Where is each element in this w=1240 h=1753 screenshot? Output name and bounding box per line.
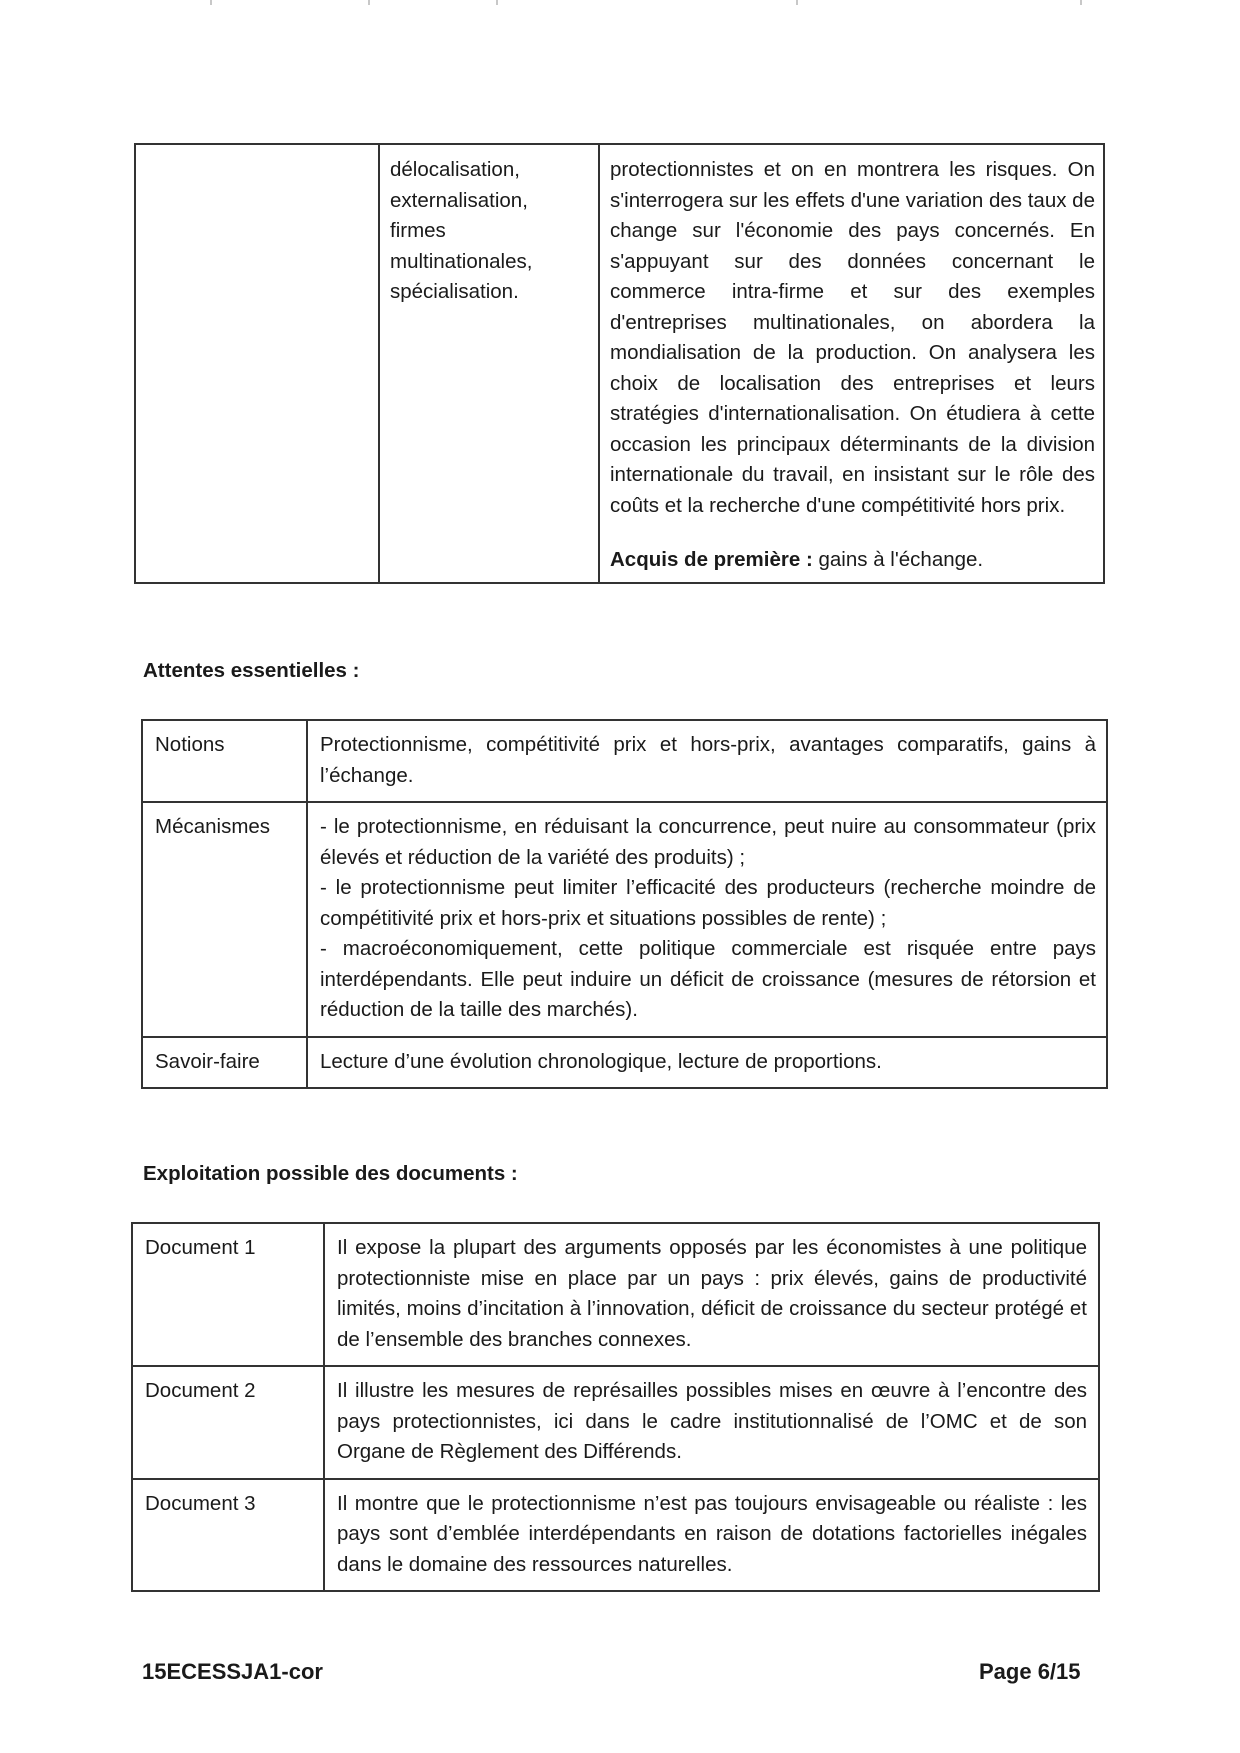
- attentes-heading: Attentes essentielles :: [143, 659, 360, 682]
- row-label: Document 2: [132, 1366, 324, 1479]
- scan-mark: [496, 0, 498, 5]
- table-row: [135, 144, 1104, 583]
- acquis-text: gains à l'échange.: [812, 548, 984, 571]
- row-text: Lecture d’une évolution chronologique, lecture de proportions.: [307, 1037, 1107, 1089]
- row-label: Mécanismes: [142, 802, 307, 1037]
- acquis-line: [610, 545, 1095, 576]
- exploitation-heading: Exploitation possible des documents :: [143, 1162, 518, 1185]
- row-label: Notions: [142, 720, 307, 802]
- acquis-label: Acquis de première :: [610, 548, 813, 571]
- attentes-table: [141, 719, 1108, 1089]
- row-label: Savoir-faire: [142, 1037, 307, 1089]
- row-text: Il expose la plupart des arguments opposés par les économistes à une politique protectionniste mise en place par un pays : prix élevés, gains de productivité limités, moins d’incitation à l’innovation, déficit de croissance du secteur protégé et de l’ensemble des branches connexes.: [324, 1223, 1099, 1366]
- table-row: [142, 1037, 1107, 1089]
- table-row: [142, 720, 1107, 802]
- row-text: - le protectionnisme, en réduisant la concurrence, peut nuire au consommateur (prix élevés et réduction de la variété des produits) ; - le protectionnisme peut limiter l’efficacité des producteurs (recherche moindre de compétitivité prix et hors-prix et situations possibles de rente) ; - macroéconomiquement, cette politique commerciale est risquée entre pays interdépendants. Elle peut induire un déficit de croissance (mesures de rétorsion et réduction de la taille des marchés).: [307, 802, 1107, 1037]
- empty-cell: [135, 144, 379, 583]
- notion-line: spécialisation.: [390, 280, 519, 303]
- notions-cell: [379, 144, 599, 583]
- table-row: [132, 1223, 1099, 1366]
- row-text: Il montre que le protectionnisme n’est pas toujours envisageable ou réaliste : les pays sont d’emblée interdépendants en raison de dotations factorielles inégales dans le domaine des ressources naturelles.: [324, 1479, 1099, 1592]
- notion-line: délocalisation,: [390, 158, 520, 181]
- page-number: Page 6/15: [979, 1659, 1081, 1684]
- table-row: [142, 802, 1107, 1037]
- indications-cell: [599, 144, 1104, 583]
- program-table: [134, 143, 1105, 584]
- exploitation-table: [131, 1222, 1100, 1592]
- scan-mark: [1080, 0, 1082, 5]
- notion-line: firmes: [390, 219, 446, 242]
- row-text: Protectionnisme, compétitivité prix et hors-prix, avantages comparatifs, gains à l’échange.: [307, 720, 1107, 802]
- row-label: Document 1: [132, 1223, 324, 1366]
- row-label: Document 3: [132, 1479, 324, 1592]
- scan-mark: [210, 0, 212, 5]
- table-row: [132, 1366, 1099, 1479]
- notion-line: externalisation,: [390, 188, 528, 212]
- indications-text: protectionnistes et on en montrera les risques. On s'interrogera sur les effets d'une variation des taux de change sur l'économie des pays concernés. En s'appuyant sur des données concernant le commerce intra-firme et sur des exemples d'entreprises multinationales, on abordera la mondialisation de la production. On analysera les choix de localisation des entreprises et leurs stratégies d'internationalisation. On étudiera à cette occasion les principaux déterminants de la division internationale du travail, en insistant sur le rôle des coûts et la recherche d'une compétitivité hors prix.: [610, 158, 1095, 517]
- notion-line: multinationales,: [390, 249, 533, 273]
- footer-code: 15ECESSJA1-cor: [142, 1659, 323, 1684]
- row-text: Il illustre les mesures de représailles possibles mises en œuvre à l’encontre des pays protectionnistes, ici dans le cadre institutionnalisé de l’OMC et de son Organe de Règlement des Différends.: [324, 1366, 1099, 1479]
- scan-mark: [368, 0, 370, 5]
- scan-mark: [796, 0, 798, 5]
- table-row: [132, 1479, 1099, 1592]
